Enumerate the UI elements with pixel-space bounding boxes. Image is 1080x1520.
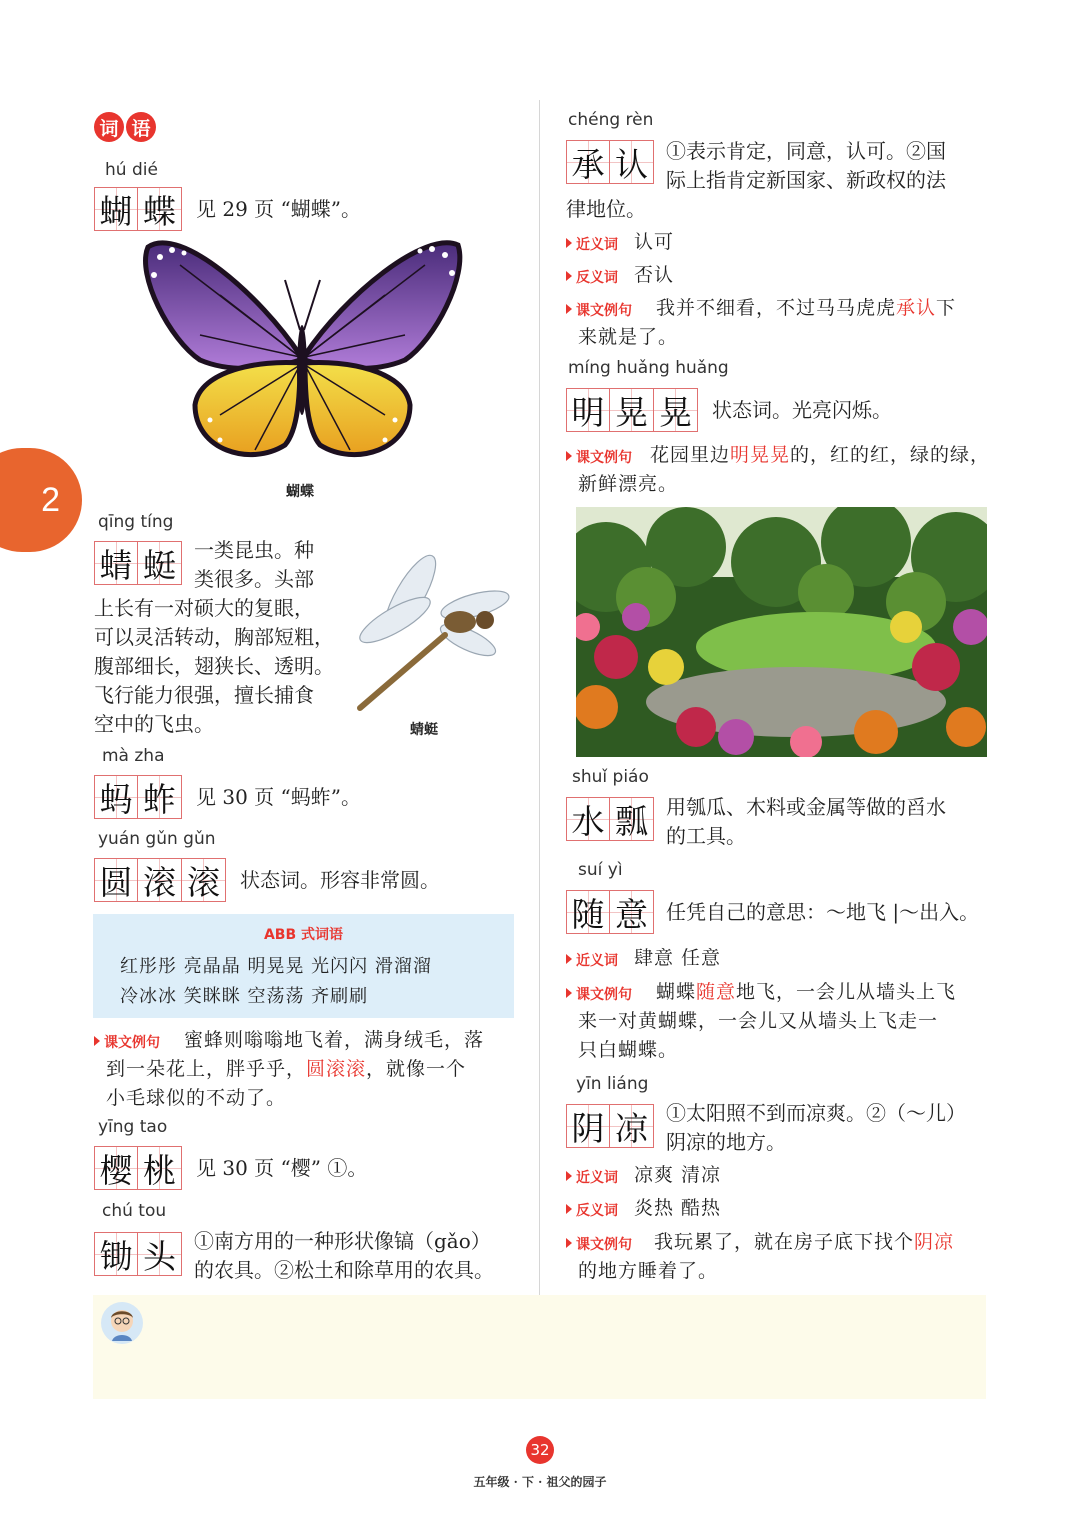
synonym-text: 凉爽 清凉	[634, 1164, 722, 1186]
example-text: 我并不细看，不过马马虎虎	[656, 297, 897, 319]
word-char: 滚	[182, 858, 226, 902]
page-number: 32	[526, 1436, 554, 1464]
antonym-tag: 反义词	[566, 1200, 618, 1220]
example-text: 花园里边	[650, 444, 731, 466]
def-chengren-line: 际上指肯定新国家、新政权的法	[666, 168, 946, 192]
word-yinliang	[566, 1104, 654, 1148]
word-char: 蚱	[138, 775, 182, 819]
word-char: 头	[138, 1232, 182, 1276]
def-chengren-line: ①表示肯定，同意，认可。②国	[666, 139, 946, 163]
example-line: 的地方睡着了。	[578, 1260, 719, 1282]
abb-title: ABB 式词语	[263, 927, 344, 943]
example-text: 地飞，一会儿从墙头上飞	[736, 981, 957, 1003]
example-text: 蝴蝶	[656, 981, 697, 1003]
def-chutou-line: 的农具。②松土和除草用的农具。	[194, 1258, 494, 1282]
pinyin-mazha: mà zha	[102, 746, 165, 766]
word-char: 明	[566, 388, 610, 432]
word-char: 水	[566, 797, 610, 841]
example-tag: 课文例句	[566, 1234, 632, 1254]
def-hudie: 见 29 页 “蝴蝶”。	[196, 197, 361, 221]
word-char: 瓢	[610, 797, 654, 841]
word-char: 蚂	[94, 775, 138, 819]
def-suiyi: 任凭自己的意思：～地飞 |～出入。	[666, 900, 980, 924]
word-char: 蜻	[94, 541, 138, 585]
synonym-tag: 近义词	[566, 234, 618, 254]
example-line: 来就是了。	[578, 326, 679, 348]
section-badge-char: 语	[126, 112, 156, 142]
def-qingting-line: 飞行能力很强，擅长捕食	[94, 683, 314, 707]
word-char: 随	[566, 890, 610, 934]
word-yuangungun	[94, 858, 226, 902]
word-char: 樱	[94, 1146, 138, 1190]
pinyin-shuipiao: shuǐ piáo	[572, 767, 649, 787]
section-badge-char: 词	[94, 112, 124, 142]
word-chengren	[566, 140, 654, 184]
antonym-text: 否认	[634, 264, 675, 286]
example-line	[656, 294, 956, 323]
word-char: 滚	[138, 858, 182, 902]
example-tag: 课文例句	[566, 447, 632, 467]
abb-line: 冷冰冰 笑眯眯 空荡荡 齐刷刷	[120, 986, 369, 1007]
word-minghuanghuang	[566, 388, 698, 432]
example-line	[656, 978, 956, 1007]
example-highlight: 随意	[696, 981, 737, 1003]
antonym-tag: 反义词	[566, 267, 618, 287]
antonym-text: 炎热 酷热	[634, 1197, 722, 1219]
word-shuipiao	[566, 797, 654, 841]
dragonfly-image	[350, 540, 510, 715]
pinyin-suiyi: suí yì	[578, 860, 623, 880]
pinyin-qingting: qīng tíng	[98, 512, 174, 532]
synonym-tag: 近义词	[566, 1167, 618, 1187]
word-hudie	[94, 187, 182, 231]
synonym-text: 肆意 任意	[634, 947, 722, 969]
def-shuipiao-line: 用瓠瓜、木料或金属等做的舀水	[666, 795, 946, 819]
example-highlight: 明晃晃	[730, 444, 791, 466]
example-text: 下	[936, 297, 957, 319]
def-chutou-line: ①南方用的一种形状像镐（gǎo）	[194, 1229, 491, 1253]
example-line: 蜜蜂则嗡嗡地飞着，满身绒毛，落	[184, 1029, 485, 1051]
pinyin-yingtao: yīng tao	[98, 1117, 168, 1137]
example-line	[654, 1228, 954, 1257]
chapter-tab	[0, 448, 82, 552]
teacher-avatar-icon	[100, 1301, 144, 1345]
section-badge	[94, 112, 156, 142]
def-qingting-line: 可以灵活转动，胸部短粗，	[94, 625, 334, 649]
word-char: 桃	[138, 1146, 182, 1190]
butterfly-caption: 蝴蝶	[286, 484, 314, 500]
chapter-number: 2	[41, 480, 60, 519]
pinyin-minghuanghuang: míng huǎng huǎng	[568, 358, 729, 378]
def-qingting-line: 腹部细长，翅狭长、透明。	[94, 654, 334, 678]
word-char: 意	[610, 890, 654, 934]
abb-words-box	[93, 914, 514, 1018]
column-divider	[539, 100, 540, 1295]
example-highlight: 承认	[896, 297, 937, 319]
pinyin-chengren: chéng rèn	[568, 110, 654, 130]
notes-area	[93, 1295, 986, 1399]
def-yuangungun: 状态词。形容非常圆。	[240, 868, 440, 892]
example-highlight: 阴凉	[914, 1231, 955, 1253]
def-qingting-line: 空中的飞虫。	[94, 712, 214, 736]
word-char: 晃	[654, 388, 698, 432]
word-suiyi	[566, 890, 654, 934]
def-chengren-line: 律地位。	[566, 197, 646, 221]
pinyin-yinliang: yīn liáng	[576, 1074, 649, 1094]
example-tag: 课文例句	[94, 1032, 160, 1052]
butterfly-image	[140, 235, 465, 470]
word-yingtao	[94, 1146, 182, 1190]
abb-line: 红彤彤 亮晶晶 明晃晃 光闪闪 滑溜溜	[120, 956, 432, 977]
example-text: ，就像一个	[366, 1058, 467, 1080]
def-qingting-line: 上长有一对硕大的复眼，	[94, 596, 314, 620]
synonym-tag: 近义词	[566, 950, 618, 970]
word-char: 蜓	[138, 541, 182, 585]
synonym-text: 认可	[634, 231, 675, 253]
word-char: 认	[610, 140, 654, 184]
example-highlight: 圆滚滚	[306, 1058, 367, 1080]
word-char: 晃	[610, 388, 654, 432]
pinyin-yuangungun: yuán gǔn gǔn	[98, 829, 216, 849]
example-text: 到一朵花上，胖乎乎，	[106, 1058, 307, 1080]
example-line	[650, 441, 990, 470]
word-char: 圆	[94, 858, 138, 902]
example-line: 只白蝴蝶。	[578, 1039, 679, 1061]
def-shuipiao-line: 的工具。	[666, 824, 746, 848]
example-text: 我玩累了，就在房子底下找个	[654, 1231, 915, 1253]
example-tag: 课文例句	[566, 984, 632, 1004]
def-yingtao: 见 30 页 “樱” ①。	[196, 1156, 368, 1180]
def-yinliang-line: ①太阳照不到而凉爽。②（～儿）	[666, 1101, 966, 1125]
def-minghuanghuang: 状态词。光亮闪烁。	[712, 398, 892, 422]
word-char: 凉	[610, 1104, 654, 1148]
word-char: 蝶	[138, 187, 182, 231]
def-yinliang-line: 阴凉的地方。	[666, 1130, 786, 1154]
example-line: 来一对黄蝴蝶，一会儿又从墙头上飞走一	[578, 1010, 939, 1032]
example-tag: 课文例句	[566, 300, 632, 320]
dragonfly-caption: 蜻蜓	[410, 722, 438, 738]
def-qingting-line: 一类昆虫。种	[194, 538, 314, 562]
word-char: 承	[566, 140, 610, 184]
word-char: 蝴	[94, 187, 138, 231]
example-line	[106, 1055, 466, 1084]
example-text: 的，红的红，绿的绿，	[790, 444, 991, 466]
def-qingting-line: 类很多。头部	[194, 567, 314, 591]
pinyin-hudie: hú dié	[105, 160, 158, 180]
footer-text: 五年级 · 下 · 祖父的园子	[473, 1475, 607, 1489]
word-char: 阴	[566, 1104, 610, 1148]
example-line: 小毛球似的不动了。	[106, 1087, 287, 1109]
word-mazha	[94, 775, 182, 819]
def-mazha: 见 30 页 “蚂蚱”。	[196, 785, 361, 809]
word-qingting	[94, 541, 182, 585]
garden-photo	[576, 507, 987, 757]
example-line: 新鲜漂亮。	[578, 473, 679, 495]
word-chutou	[94, 1232, 182, 1276]
word-char: 锄	[94, 1232, 138, 1276]
pinyin-chutou: chú tou	[102, 1201, 167, 1221]
